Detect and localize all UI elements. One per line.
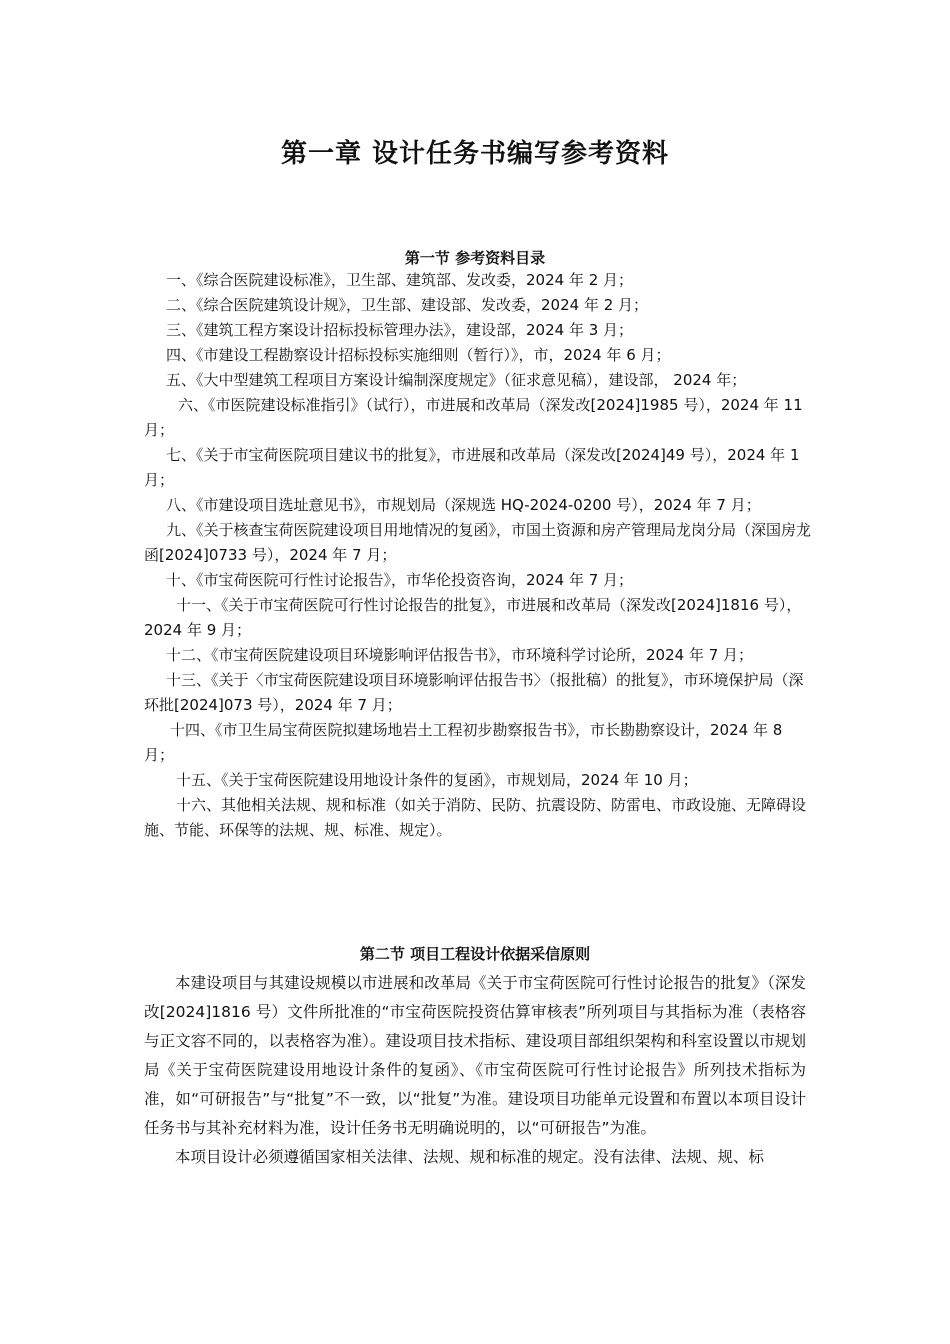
list-item: 一、《综合医院建设标准》，卫生部、建筑部、发改委，2024 年 2 月； [166,271,634,289]
reference-list [144,268,816,843]
list-item: 十四、《市卫生局宝荷医院拟建场地岩土工程初步勘察报告书》，市长勘勘察设计，2024 年 8 月； [144,721,783,764]
section2-body [144,969,806,1172]
list-item: 十六、其他相关法规、规和标准（如关于消防、民防、抗震设防、防雷电、市政设施、无障碍设施、节能、环保等的法规、规、标准、规定）。 [144,796,807,839]
list-item: 十三、《关于〈市宝荷医院建设项目环境影响评估报告书〉（报批稿）的批复》，市环境保护局（深环批[2024]073 号），2024 年 7 月； [144,671,804,714]
chapter-title: 第一章 设计任务书编写参考资料 [280,139,670,169]
list-item: 七、《关于市宝荷医院项目建议书的批复》，市进展和改革局（深发改[2024]49 号），2024 年 1 月； [144,446,800,489]
list-item: 五、《大中型建筑工程项目方案设计编制深度规定》（征求意见稿），建设部， 2024 年； [166,371,747,389]
section1-title: 第一节 参考资料目录 [404,249,546,267]
list-item: 四、《市建设工程勘察设计招标投标实施细则（暂行）》，市，2024 年 6 月； [166,346,671,364]
list-item: 十二、《市宝荷医院建设项目环境影响评估报告书》，市环境科学讨论所，2024 年 7 月； [166,646,754,664]
list-item: 六、《市医院建设标准指引》（试行），市进展和改革局（深发改[2024]1985 号），2024 年 11 月； [144,396,803,439]
paragraph: 本项目设计必须遵循国家相关法律、法规、规和标准的规定。没有法律、法规、规、标 [175,1148,765,1166]
list-item: 八、《市建设项目选址意见书》，市规划局（深规选 HQ-2024-0200 号），2024 年 7 月； [166,496,761,514]
list-item: 十五、《关于宝荷医院建设用地设计条件的复函》，市规划局，2024 年 10 月； [176,771,698,789]
list-item: 二、《综合医院建筑设计规》，卫生部、建设部、发改委，2024 年 2 月； [166,296,649,314]
list-item: 十、《市宝荷医院可行性讨论报告》，市华伦投资咨询，2024 年 7 月； [166,571,634,589]
section2-title: 第二节 项目工程设计依据采信原则 [359,945,591,963]
list-item: 十一、《关于市宝荷医院可行性讨论报告的批复》，市进展和改革局（深发改[2024]1816 号），2024 年 9 月； [144,596,802,639]
list-item: 九、《关于核查宝荷医院建设项目用地情况的复函》，市国土资源和房产管理局龙岗分局（深国房龙函[2024]0733 号），2024 年 7 月； [144,521,812,564]
paragraph: 本建设项目与其建设规模以市进展和改革局《关于市宝荷医院可行性讨论报告的批复》（深发改[2024]1816 号）文件所批准的“市宝荷医院投资估算审核表”所列项目与其指标为准（表格容与正文容不同的，以表格容为准）。建设项目技术指标、建设项目部组织架构和科室设置以市规划局《关于宝荷医院建设用地设计条件的复函》、《市宝荷医院可行性讨论报告》所列技术指标为准，如“可研报告”与“批复”不一致，以“批复”为准。建设项目功能单元设置和布置以本项目设计任务书与其补充材料为准，设计任务书无明确说明的，以“可研报告”为准。 [144,974,806,1137]
list-item: 三、《建筑工程方案设计招标投标管理办法》，建设部，2024 年 3 月； [166,321,634,339]
